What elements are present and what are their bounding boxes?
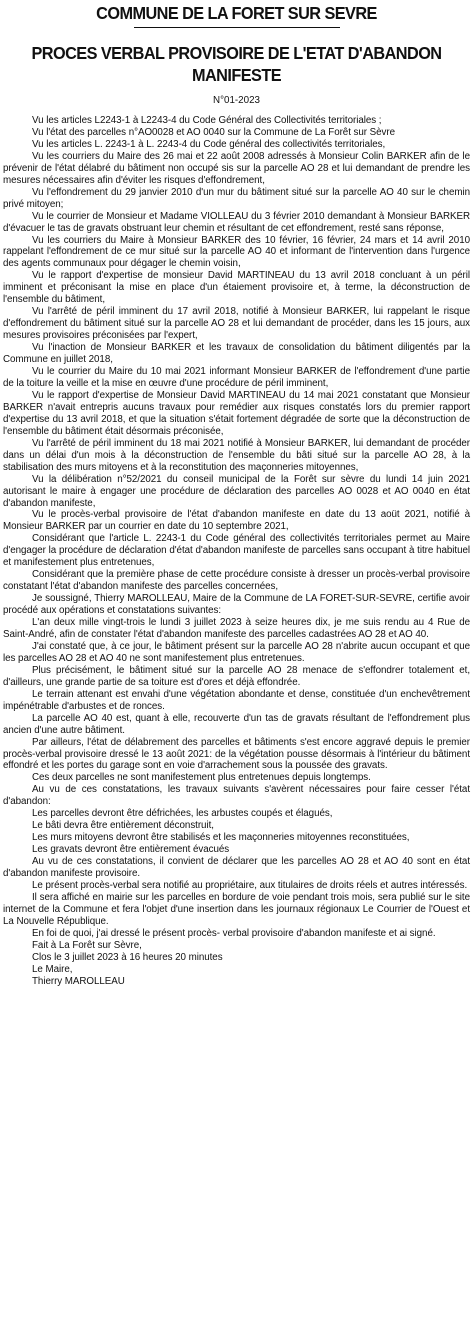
body-paragraph: Je soussigné, Thierry MAROLLEAU, Maire de la Commune de LA FORET-SUR-SEVRE, certifie avoir procédé aux opérations et constatations suivantes: (3, 593, 470, 617)
body-paragraph: Clos le 3 juillet 2023 à 16 heures 20 minutes (32, 951, 223, 963)
body-paragraph: Vu l'effondrement du 29 janvier 2010 d'un mur du bâtiment situé sur la parcelle AO 40 sur le chemin privé mitoyen; (3, 186, 470, 210)
body-paragraph: Les parcelles devront être défrichées, les arbustes coupés et élagués, (32, 808, 333, 820)
body-paragraph: Considérant que l'article L. 2243-1 du Code général des collectivités territoriales permet au Maire d'engager la procédure de déclaration d'état d'abandon manifeste de parcelles sans occupant à titre habituel et manifestement plus entretenues, (3, 533, 470, 569)
body-paragraph: Le Maire, (32, 963, 73, 975)
body-paragraph: Vu le rapport d'expertise de monsieur David MARTINEAU du 13 avril 2018 concluant à un péril imminent et préconisant la mise en place d'un étaiement provisoire et, à terme, la déconstruction de l'ensemble du bâtiment, (3, 270, 470, 306)
body-paragraph: Au vu de ces constatations, il convient de déclarer que les parcelles AO 28 et AO 40 sont en état d'abandon manifeste provisoire. (3, 856, 470, 880)
body-paragraph: Fait à La Forêt sur Sèvre, (32, 939, 142, 951)
body-paragraph: Vu le procès-verbal provisoire de l'état d'abandon manifeste en date du 13 aoüt 2021, notifié à Monsieur BARKER par un courrier en date du 10 septembre 2021, (3, 509, 470, 533)
body-paragraph: Vu les articles L2243-1 à L2243-4 du Code Général des Collectivités territoriales ; (32, 115, 382, 126)
body-paragraph: Il sera affiché en mairie sur les parcelles en bordure de voie pendant trois mois, sera publié sur le site internet de la Commune et fera l'objet d'une insertion dans les journaux régionaux Le Courrier de l'Ouest et La Nouvelle République. (3, 891, 470, 927)
document-body (3, 115, 470, 988)
body-paragraph: Les murs mitoyens devront être stabilisés et les maçonneries mitoyennes reconstituées, (32, 832, 410, 844)
body-paragraph: Vu l'inaction de Monsieur BARKER et les travaux de consolidation du bâtiment diligentés par la Commune en juillet 2018, (3, 342, 470, 366)
body-paragraph: Par ailleurs, l'état de délabrement des parcelles et bâtiments s'est encore aggravé depuis le premier procès-verbal provisoire dressé le 13 août 2021: de la végétation pousse désormais à l'intérieur du bâtiment effondré et les portes du garage sont en voie d'arrachement sous la poussée des gravats. (3, 736, 470, 772)
body-paragraph: Le bâti devra être entièrement déconstruit, (32, 820, 214, 832)
body-paragraph: Vu le courrier de Monsieur et Madame VIOLLEAU du 3 février 2010 demandant à Monsieur BARKER d'évacuer le tas de gravats obstruant leur chemin et résultant de cet effondrement, resté sans réponse, (3, 210, 470, 234)
body-paragraph: En foi de quoi, j'ai dressé le présent procès- verbal provisoire d'abandon manifeste et ai signé. (32, 927, 436, 939)
body-paragraph: Vu les articles L. 2243-1 à L. 2243-4 du Code général des collectivités territoriales, (32, 138, 386, 150)
body-paragraph: J'ai constaté que, à ce jour, le bâtiment présent sur la parcelle AO 28 n'abrite aucun occupant et que les parcelles AO 28 et AO 40 ne sont manifestement plus entretenues. (3, 640, 470, 664)
document-title: PROCES VERBAL PROVISOIRE DE L'ETAT D'ABANDON MANIFESTE (31, 43, 442, 85)
body-paragraph: Plus précisément, le bâtiment situé sur la parcelle AO 28 menace de s'effondrer totalement et, d'ailleurs, une grande partie de sa toiture est d'ores et déjà effondrée. (3, 664, 470, 688)
body-paragraph: La parcelle AO 40 est, quant à elle, recouverte d'un tas de gravats résultant de l'effondrement plus ancien d'une autre bâtiment. (3, 712, 470, 736)
body-paragraph: Vu le rapport d'expertise de Monsieur David MARTINEAU du 14 mai 2021 constatant que Monsieur BARKER n'avait entrepris aucuns travaux pour remédier aux risques constatés lors du premier rapport d'expertise du 13 avril 2018, et que la situation s'était fortement dégradée de sorte que la déconstruction de l'ensemble du bâtiment était désormais préconisée, (3, 389, 470, 437)
heading-underline (134, 27, 340, 28)
body-paragraph: Considérant que la première phase de cette procédure consiste à dresser un procès-verbal provisoire constatant l'état d'abandon manifeste des parcelles concernées, (3, 569, 470, 593)
body-paragraph: Thierry MAROLLEAU (32, 975, 125, 987)
document-reference: N°01-2023 (213, 95, 260, 106)
body-paragraph: Vu les courriers du Maire des 26 mai et 22 août 2008 adressés à Monsieur Colin BARKER afin de le prévenir de l'état délabré du bâtiment non occupé sis sur la parcelle AO 28 et lui demandant de prendre les mesures nécessaires afin d'éviter les risques d'effondrement, (3, 150, 470, 186)
body-paragraph: Vu le courrier du Maire du 10 mai 2021 informant Monsieur BARKER de l'effondrement d'une partie de la toiture la veille et la mise en œuvre d'une procédure de péril imminent, (3, 366, 470, 389)
body-paragraph: Vu l'arrêté de péril imminent du 17 avril 2018, notifié à Monsieur BARKER, lui rappelant le risque d'effondrement du bâtiment situé sur la parcelle AO 28 et lui demandant de procéder, dans les 15 jours, aux mesures provisoires préconisées par l'expert, (3, 306, 470, 342)
body-paragraph: Vu les courriers du Maire à Monsieur BARKER des 10 février, 16 février, 24 mars et 14 avril 2010 rappelant l'effondrement de ce mur situé sur la parcelle AO 40 et informant de l'intervention dans l'urgence des agents communaux pour dégager le chemin voisin, (3, 234, 470, 270)
body-paragraph: Vu l'arrêté de péril imminent du 18 mai 2021 notifié à Monsieur BARKER, lui demandant de procéder dans un délai d'un mois à la déconstruction de l'ensemble du bâti situé sur la parcelle AO 28, à la stabilisation des murs mitoyens et à la reconstitution des maçonneries mitoyennes, (3, 437, 470, 473)
body-paragraph: Au vu de ces constatations, les travaux suivants s'avèrent nécessaires pour faire cesser l'état d'abandon: (3, 784, 470, 808)
body-paragraph: Vu l'état des parcelles n°AO0028 et AO 0040 sur la Commune de La Forêt sur Sèvre (32, 126, 396, 138)
body-paragraph: Ces deux parcelles ne sont manifestement plus entretenues depuis longtemps. (32, 772, 371, 784)
body-paragraph: Le présent procès-verbal sera notifié au propriétaire, aux titulaires de droits réels et autres intéressés. (32, 880, 468, 891)
body-paragraph: L'an deux mille vingt-trois le lundi 3 juillet 2023 à seize heures dix, je me suis rendu au 4 Rue de Saint-André, afin de constater l'état d'abandon manifeste des parcelles cadastrées AO 28 et AO 40. (3, 617, 470, 640)
body-paragraph: Vu la délibération n°52/2021 du conseil municipal de la Forêt sur sèvre du lundi 14 juin 2021 autorisant le maire à engager une procédure de déclaration des parcelles AO 0028 et AO 0040 en état d'abandon manifeste, (3, 473, 470, 509)
body-paragraph: Le terrain attenant est envahi d'une végétation abondante et dense, constituée d'un enchevêtrement impénétrable d'arbustes et de ronces. (3, 688, 470, 712)
body-paragraph: Les gravats devront être entièrement évacués (32, 844, 230, 856)
commune-heading: COMMUNE DE LA FORET SUR SEVRE (96, 3, 377, 23)
